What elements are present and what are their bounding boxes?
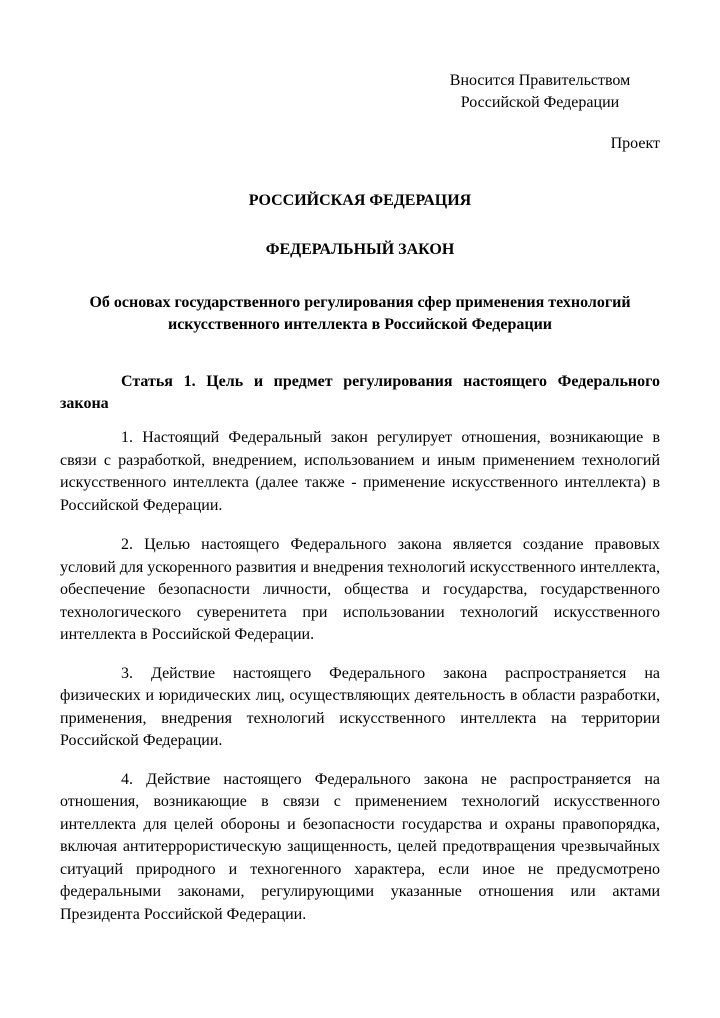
draft-label: Проект: [610, 135, 660, 152]
clause-1: 1. Настоящий Федеральный закон регулирует отношения, возникающие в связи с разработкой, внедрением, использованием и иным применением технологий искусственного интеллекта (далее также - применение искусственного интеллекта) в Российской Федерации.: [60, 429, 660, 514]
submitter-line-1: Вносится Правительством: [449, 72, 631, 89]
clause-2: 2. Целью настоящего Федерального закона является создание правовых условий для ускоренного развития и внедрения технологий искусственного интеллекта, обеспечение безопасности личности, общества и государства, государственного технологического суверенитета при использовании технологий искусственного интеллекта в Российской Федерации.: [60, 536, 660, 643]
clause-4: 4. Действие настоящего Федерального закона не распространяется на отношения, возникающие в связи с применением технологий искусственного интеллекта для целей обороны и безопасности государства и охраны правопорядка, включая антитеррористическую защищенность, целей предотвращения чрезвычайных ситуаций природного и техногенного характера, если иное не предусмотрено федеральными законами, регулирующими указанные отношения или актами Президента Российской Федерации.: [60, 770, 660, 923]
law-type-title: ФЕДЕРАЛЬНЫЙ ЗАКОН: [265, 241, 455, 258]
country-title: РОССИЙСКАЯ ФЕДЕРАЦИЯ: [248, 192, 472, 209]
article-heading: Статья 1. Цель и предмет регулирования настоящего Федерального закона: [60, 373, 660, 412]
submitter-block: [420, 70, 660, 114]
article-clauses: [60, 427, 660, 942]
clause-3: 3. Действие настоящего Федерального закона распространяется на физических и юридических лиц, осуществляющих деятельность в области разработки, применения, внедрения технологий искусственного интеллекта на территории Российской Федерации.: [60, 664, 660, 749]
submitter-line-2: Российской Федерации: [460, 94, 620, 111]
law-subject-title: Об основах государственного регулирования сфер применения технологий искусственного интеллекта в Российской Федерации: [89, 294, 631, 333]
